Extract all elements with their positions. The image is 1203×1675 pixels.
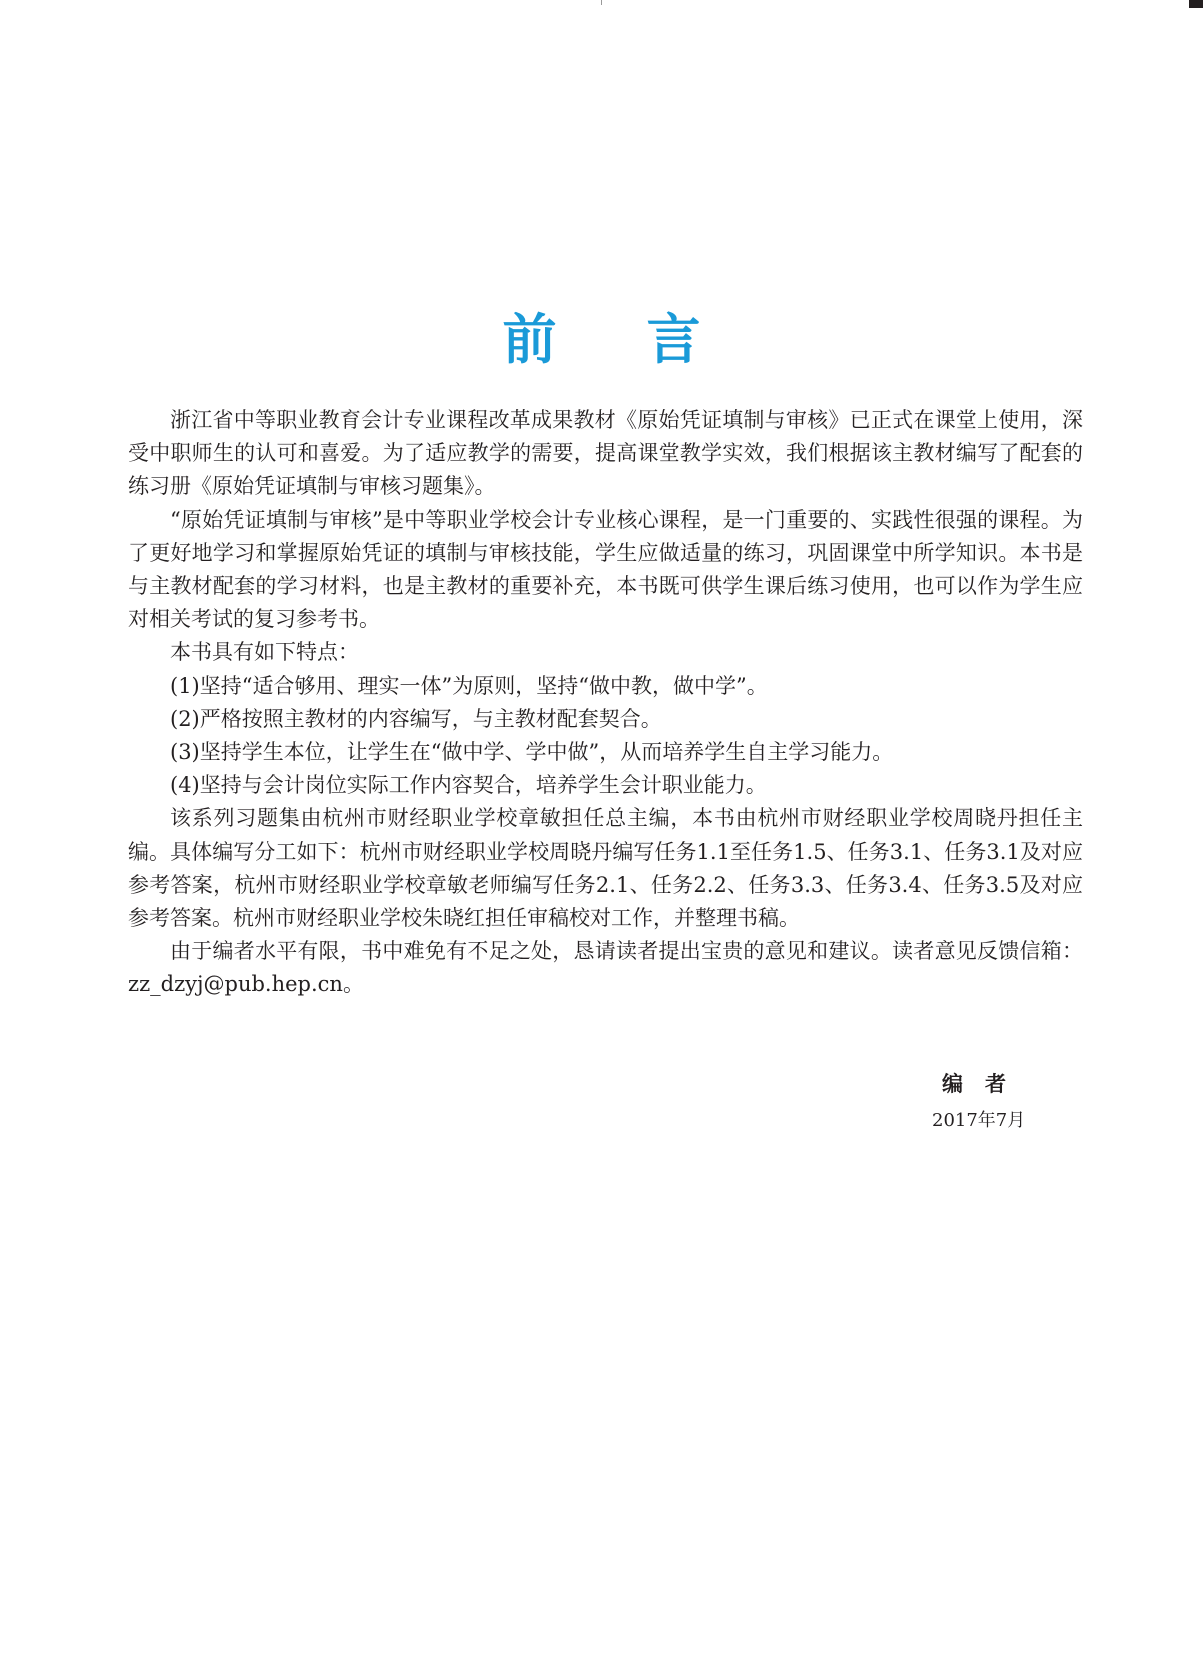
paragraph-course-purpose: “原始凭证填制与审核”是中等职业学校会计专业核心课程，是一门重要的、实践性很强的课程。为了更好地学习和掌握原始凭证的填制与审核技能，学生应做适量的练习，巩固课堂中所学知识。本书是与主教材配套的学习材料，也是主教材的重要补充，本书既可供学生课后练习使用，也可以作为学生应对相关考试的复习参考书。 [128, 507, 1083, 632]
page-title: 前言 [502, 308, 791, 372]
page-corner-mark [1189, 0, 1203, 8]
page-top-tick [601, 0, 602, 5]
signature-date: 2017年7月 [932, 1110, 1026, 1131]
paragraph-intro: 浙江省中等职业教育会计专业课程改革成果教材《原始凭证填制与审核》已正式在课堂上使用，深受中职师生的认可和喜爱。为了适应教学的需要，提高课堂教学实效，我们根据该主教材编写了配套的练习册《原始凭证填制与审核习题集》。 [128, 408, 1083, 499]
preface-body [128, 404, 1083, 1002]
signature-block [900, 1069, 1060, 1135]
signature-author: 编者 [942, 1071, 1028, 1096]
paragraph-features-heading: 本书具有如下特点： [170, 640, 359, 665]
paragraph-feature-2: (2)严格按照主教材的内容编写，与主教材配套契合。 [170, 706, 662, 731]
paragraph-feature-4: (4)坚持与会计岗位实际工作内容契合，培养学生会计职业能力。 [170, 773, 767, 798]
paragraph-feature-3: (3)坚持学生本位，让学生在“做中学、学中做”，从而培养学生自主学习能力。 [170, 740, 894, 765]
paragraph-editors: 该系列习题集由杭州市财经职业学校章敏担任总主编，本书由杭州市财经职业学校周晓丹担任主编。具体编写分工如下：杭州市财经职业学校周晓丹编写任务1.1至任务1.5、任务3.1、任务3.1及对应参考答案，杭州市财经职业学校章敏老师编写任务2.1、任务2.2、任务3.3、任务3.4、任务3.5及对应参考答案。杭州市财经职业学校朱晓红担任审稿校对工作，并整理书稿。 [128, 806, 1083, 931]
paragraph-feedback: 由于编者水平有限，书中难免有不足之处，恳请读者提出宝贵的意见和建议。读者意见反馈信箱：zz_dzyj@pub.hep.cn。 [128, 939, 1083, 997]
paragraph-feature-1: (1)坚持“适合够用、理实一体”为原则，坚持“做中教，做中学”。 [170, 673, 768, 698]
